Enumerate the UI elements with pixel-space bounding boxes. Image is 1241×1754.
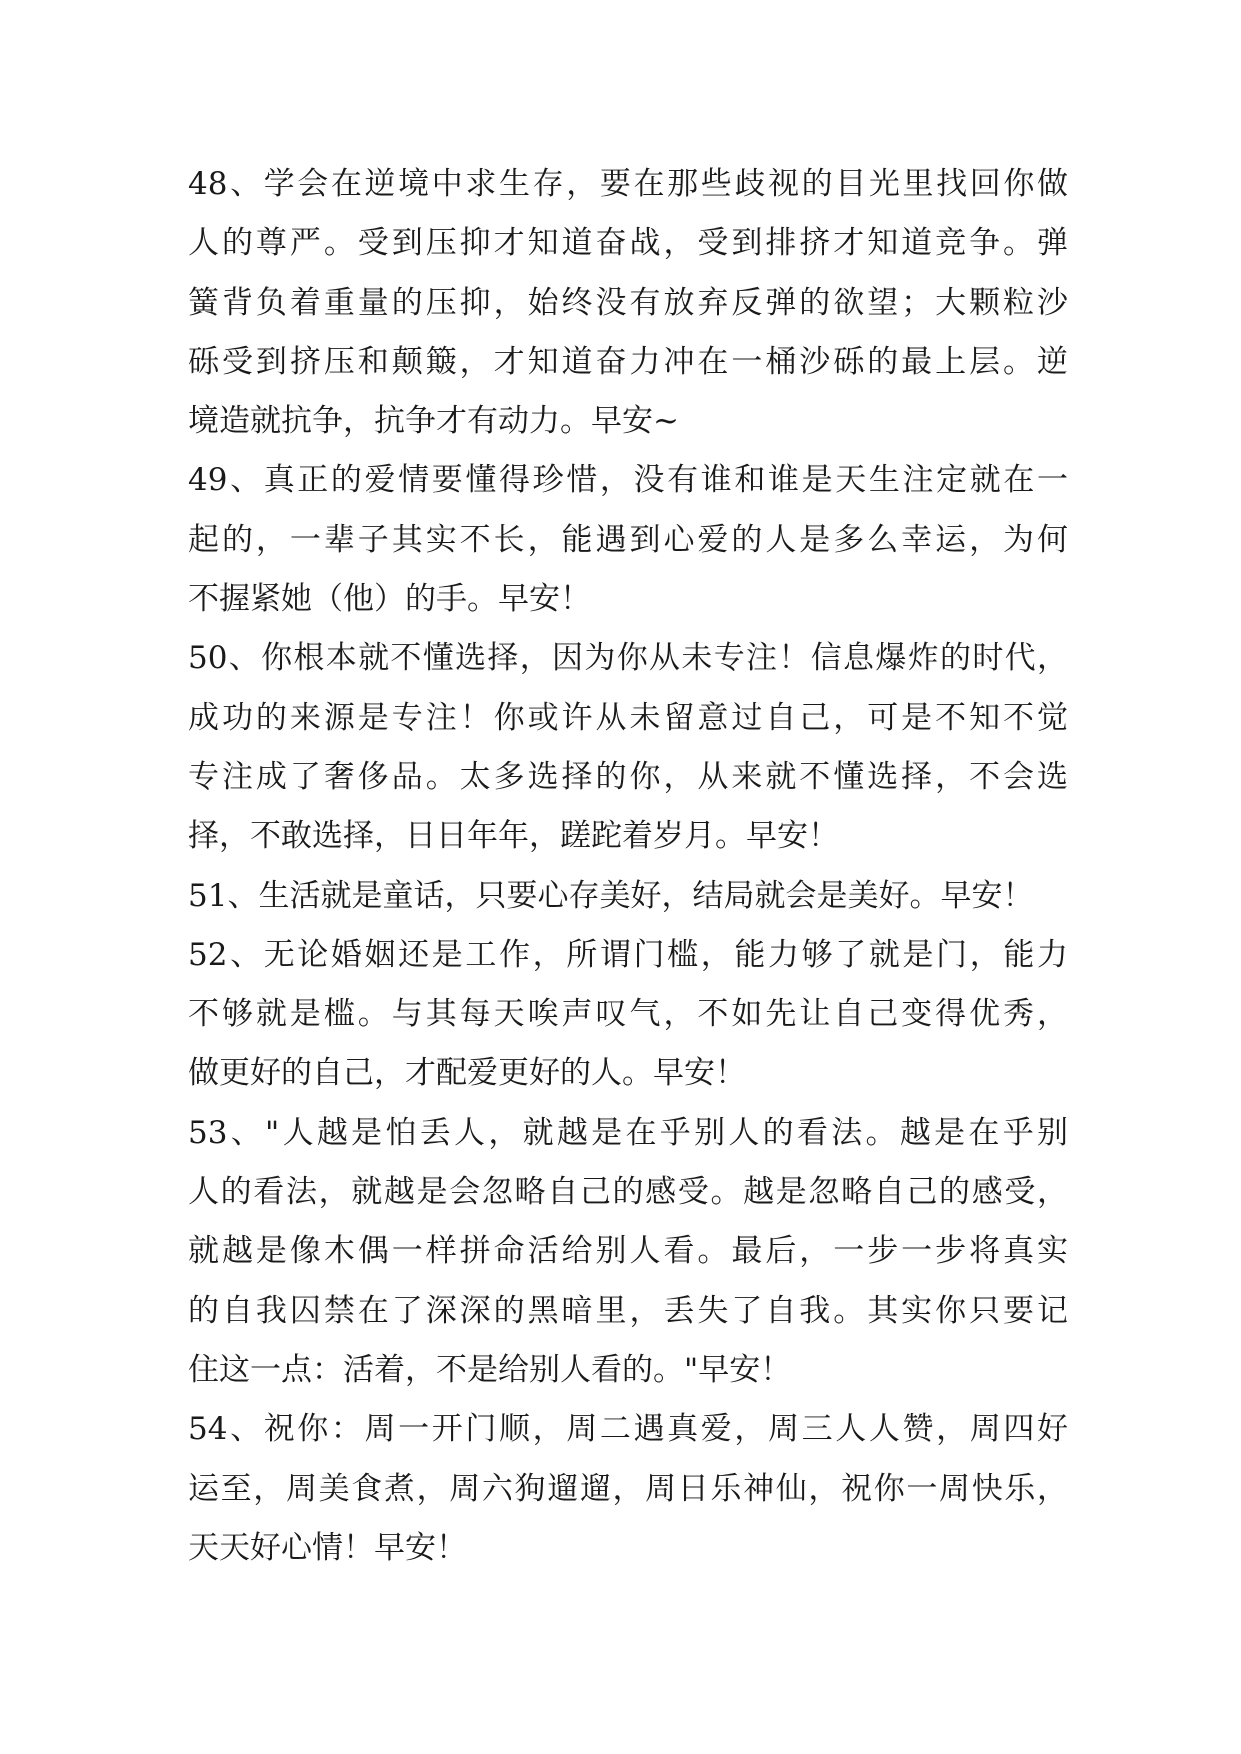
text-line: 51、生活就是童话，只要心存美好，结局就会是美好。早安！	[188, 877, 1034, 914]
text-line: 的自我囚禁在了深深的黑暗里，丢失了自我。其实你只要记	[188, 1292, 1068, 1329]
text-line: 54、祝你：周一开门顺，周二遇真爱，周三人人赞，周四好	[188, 1411, 1068, 1448]
text-line: 境造就抗争，抗争才有动力。早安~	[188, 403, 679, 440]
text-line: 48、学会在逆境中求生存，要在那些歧视的目光里找回你做	[188, 166, 1068, 202]
text-line: 不握紧她（他）的手。早安！	[188, 581, 591, 618]
text-line: 成功的来源是专注！你或许从未留意过自己，可是不知不觉	[188, 699, 1068, 736]
text-line: 50、你根本就不懂选择，因为你从未专注！信息爆炸的时代，	[188, 640, 1068, 677]
text-line: 专注成了奢侈品。太多选择的你，从来就不懂选择，不会选	[188, 758, 1068, 795]
text-line: 53、"人越是怕丢人，就越是在乎别人的看法。越是在乎别	[188, 1114, 1068, 1151]
text-line: 做更好的自己，才配爱更好的人。早安！	[188, 1055, 746, 1092]
text-line: 不够就是槛。与其每天唉声叹气，不如先让自己变得优秀，	[188, 996, 1068, 1033]
text-line: 就越是像木偶一样拼命活给别人看。最后，一步一步将真实	[188, 1233, 1068, 1270]
text-line: 砾受到挤压和颠簸，才知道奋力冲在一桶沙砾的最上层。逆	[188, 343, 1068, 380]
text-line: 择，不敢选择，日日年年，蹉跎着岁月。早安！	[188, 818, 839, 855]
text-line: 住这一点：活着，不是给别人看的。"早安！	[188, 1351, 792, 1388]
text-line: 52、无论婚姻还是工作，所谓门槛，能力够了就是门，能力	[188, 936, 1068, 973]
text-line: 人的尊严。受到压抑才知道奋战，受到排挤才知道竞争。弹	[188, 225, 1068, 262]
text-line: 运至，周美食煮，周六狗遛遛，周日乐神仙，祝你一周快乐，	[188, 1470, 1068, 1507]
text-line: 起的，一辈子其实不长，能遇到心爱的人是多么幸运，为何	[188, 521, 1068, 558]
text-line: 簧背负着重量的压抑，始终没有放弃反弹的欲望；大颗粒沙	[188, 284, 1068, 321]
text-line: 人的看法，就越是会忽略自己的感受。越是忽略自己的感受，	[188, 1174, 1068, 1211]
text-line: 49、真正的爱情要懂得珍惜，没有谁和谁是天生注定就在一	[188, 462, 1068, 499]
document-body	[188, 155, 1068, 1578]
text-line: 天天好心情！早安！	[188, 1529, 467, 1566]
